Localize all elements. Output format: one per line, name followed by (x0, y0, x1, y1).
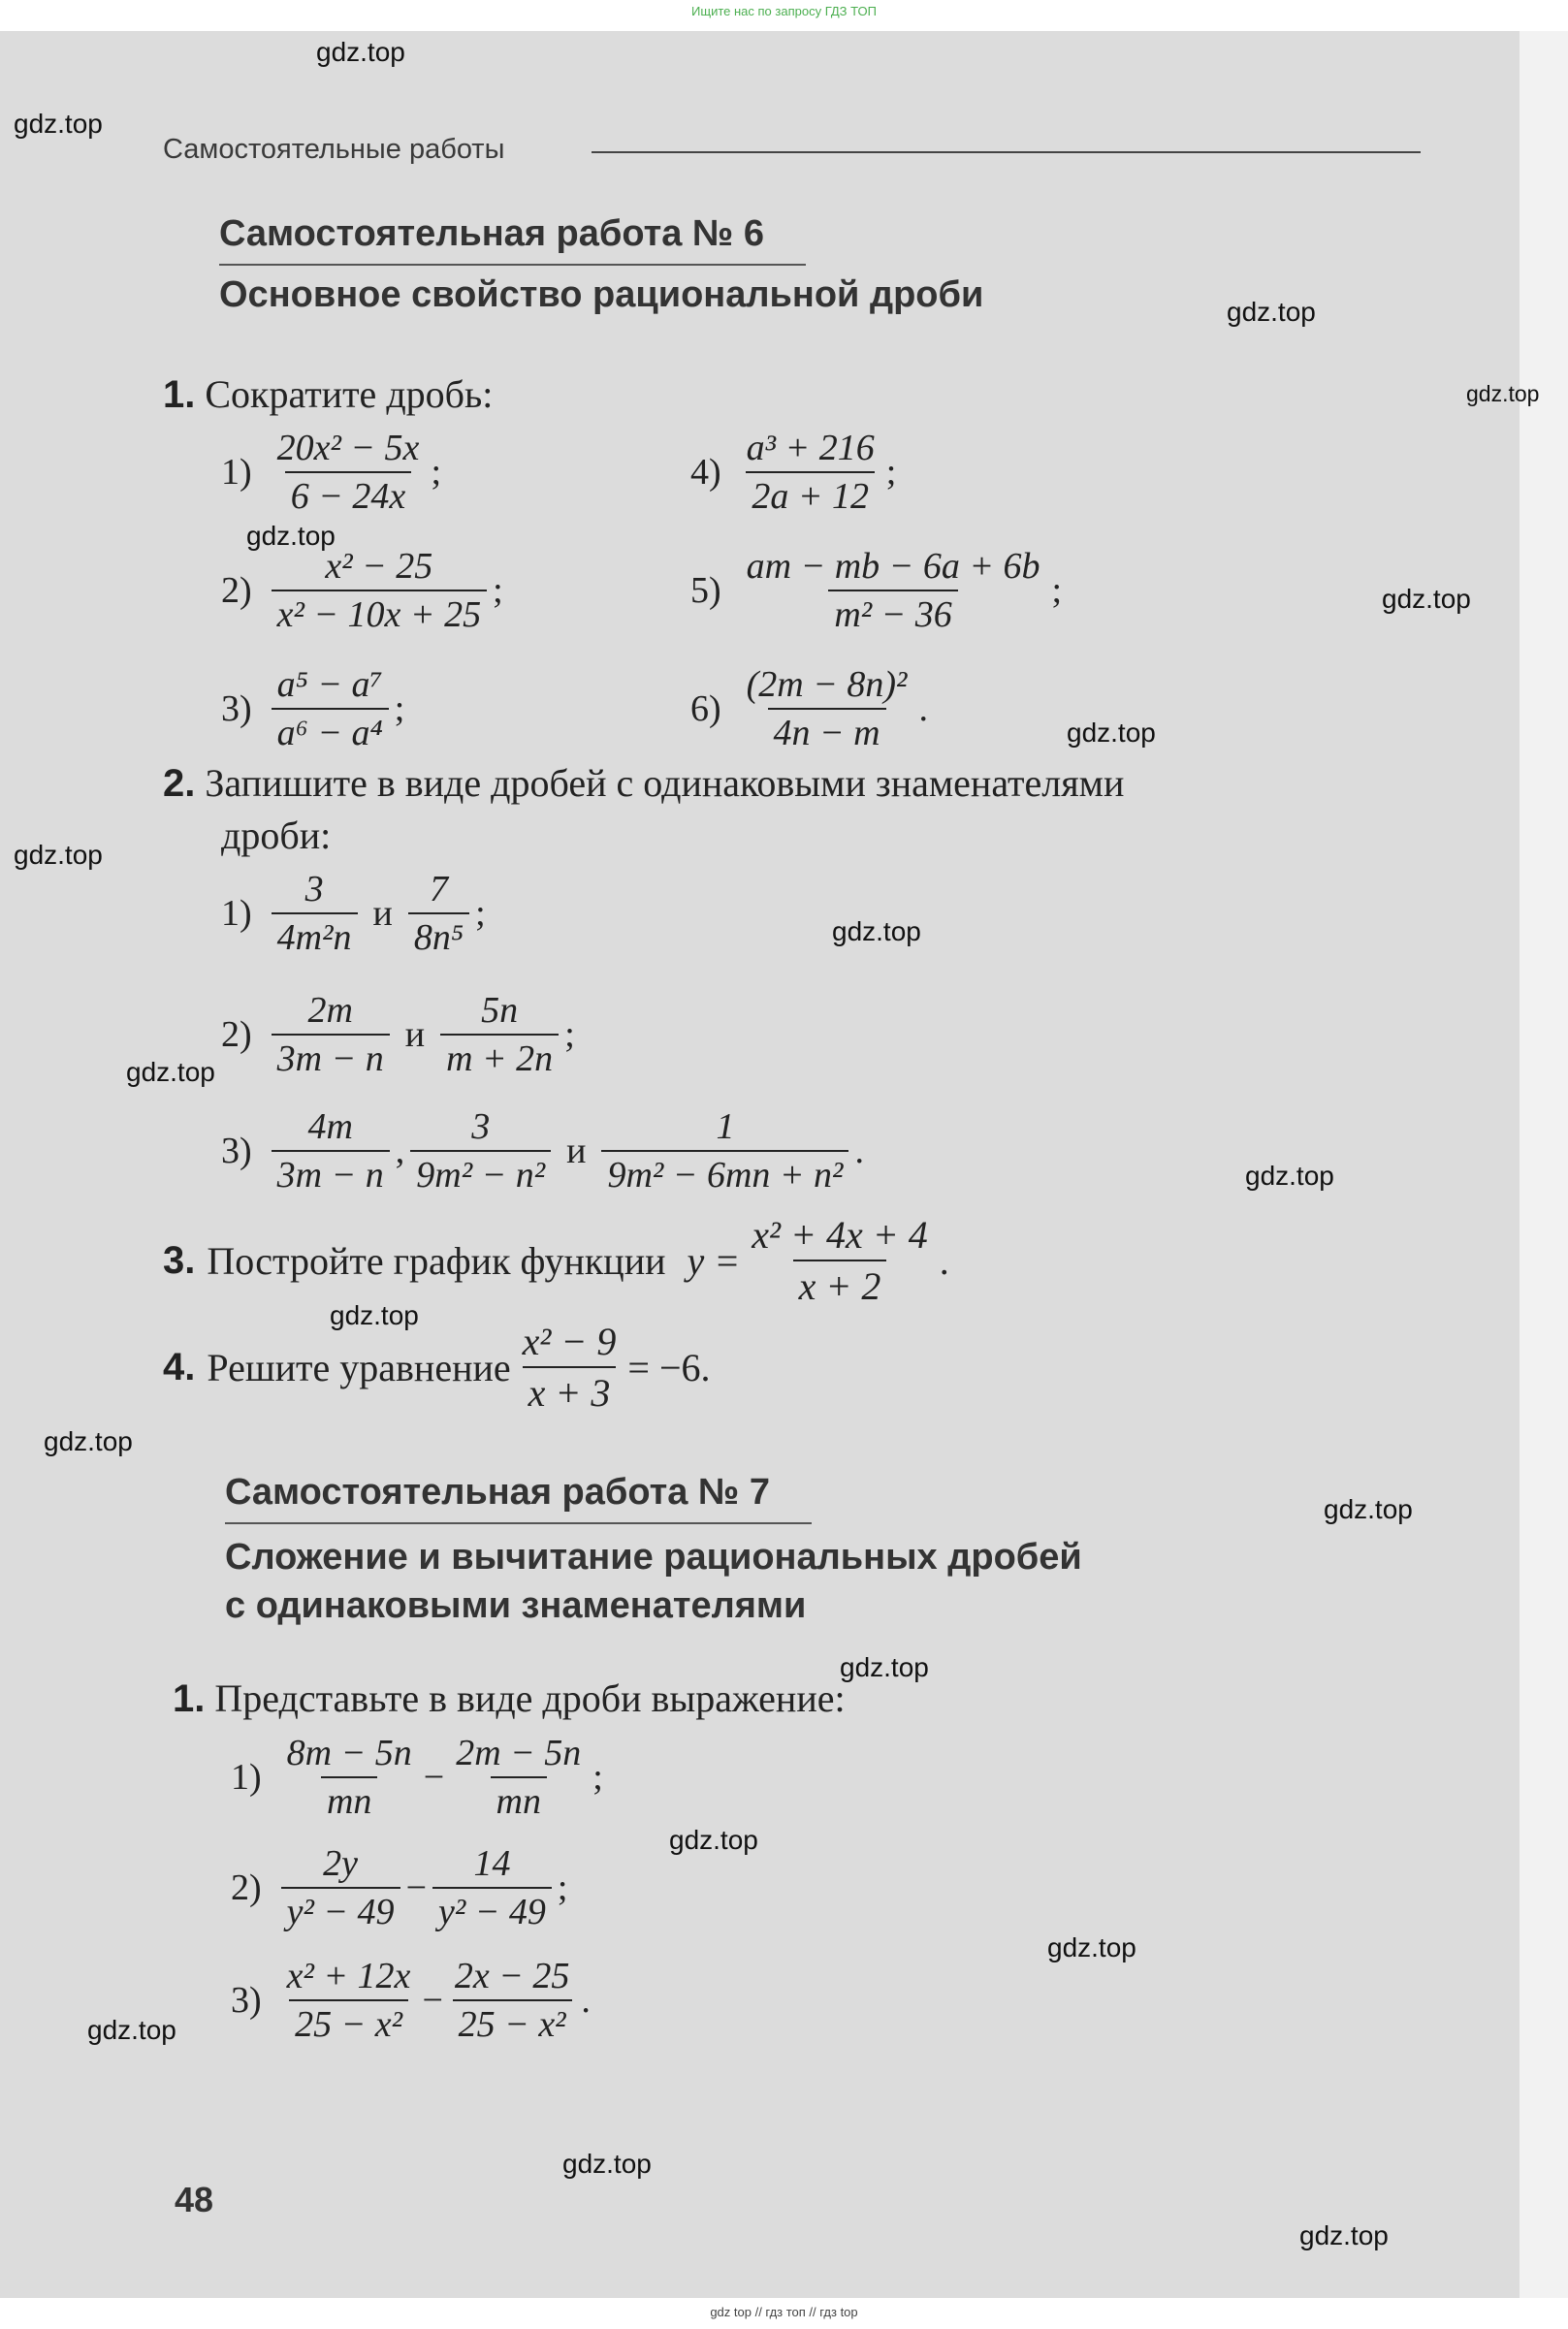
denominator: x² − 10x + 25 (272, 590, 487, 636)
watermark: gdz.top (330, 1300, 419, 1330)
punctuation: ; (592, 1757, 603, 1798)
task6-4 (163, 1319, 711, 1416)
task-number: 1. (173, 1677, 206, 1720)
watermark: gdz.top (1227, 297, 1316, 327)
fraction (281, 1955, 417, 2046)
denominator: mn (321, 1776, 377, 1823)
task6-1-item-6 (690, 663, 928, 754)
equation-rhs: = −6. (627, 1345, 711, 1389)
item-label: 2) (231, 1867, 262, 1908)
numerator: x² + 4x + 4 (752, 1213, 928, 1257)
item-label: 4) (690, 452, 721, 493)
numerator: 5n (481, 990, 519, 1031)
task6-2 (163, 760, 1124, 806)
punctuation: . (854, 1131, 864, 1171)
denominator: 4n − m (768, 708, 886, 754)
punctuation: ; (564, 1014, 575, 1055)
operator: − (423, 1757, 445, 1798)
task7-1 (173, 1675, 846, 1721)
fraction (272, 663, 389, 754)
conjunction: и (372, 893, 393, 934)
task6-1 (163, 371, 493, 417)
operator: − (405, 1867, 427, 1908)
watermark: gdz.top (669, 1825, 758, 1855)
section7-topic-line2: с одинаковыми знаменателями (225, 1585, 807, 1626)
denominator: 3m − n (272, 1034, 390, 1080)
denominator: 9m² − 6mn + n² (601, 1150, 848, 1196)
punctuation: ; (475, 893, 486, 934)
watermark: gdz.top (840, 1652, 929, 1682)
fraction (272, 1105, 390, 1196)
numerator: 1 (716, 1106, 735, 1147)
fraction (408, 868, 469, 959)
denominator: 25 − x² (289, 1999, 408, 2046)
numerator: 14 (473, 1843, 511, 1884)
denominator: x + 3 (523, 1366, 617, 1416)
punctuation: ; (431, 452, 441, 493)
denominator: 9m² − n² (410, 1150, 551, 1196)
numerator: a³ + 216 (746, 428, 875, 468)
fraction (450, 1732, 587, 1823)
numerator: 3 (304, 869, 324, 909)
operator: − (422, 1980, 443, 2021)
numerator: 2y (323, 1843, 359, 1884)
item-label: 2) (221, 570, 252, 611)
fraction (272, 545, 487, 636)
punctuation: . (939, 1238, 949, 1283)
fraction (449, 1955, 576, 2046)
task-text: Постройте график функции (207, 1238, 666, 1283)
watermark: gdz.top (14, 840, 103, 870)
denominator: m + 2n (440, 1034, 559, 1080)
fraction (741, 427, 880, 518)
running-header: Самостоятельные работы (163, 134, 505, 165)
punctuation: ; (1051, 570, 1063, 611)
fraction (746, 1212, 933, 1309)
task6-1-item-2 (221, 545, 503, 636)
fraction (272, 989, 390, 1080)
denominator: mn (491, 1776, 547, 1823)
denominator: 2a + 12 (746, 471, 875, 518)
numerator: 2m (307, 990, 353, 1031)
item-label: 3) (221, 688, 252, 729)
task7-1-item-2 (231, 1842, 567, 1933)
task6-2-item-3: 3) $\frac{4m}{3m - n}$ , $\frac{3}{\text{9m² − n²}}$ и $\frac{1}{\text{9m² − 6mn + n²}}$ . (221, 1106, 864, 1196)
numerator: 2m − 5n (456, 1733, 582, 1773)
fraction (272, 427, 426, 518)
watermark: gdz.top (1245, 1161, 1334, 1191)
task6-2-item-2 (221, 989, 575, 1080)
denominator: 25 − x² (453, 1999, 572, 2046)
denominator: x + 2 (793, 1260, 887, 1309)
fraction (741, 545, 1046, 636)
task6-1-item-4 (690, 427, 896, 518)
item-label: 1) (231, 1757, 262, 1798)
section6-topic: Основное свойство рациональной дроби (219, 274, 984, 315)
fraction (440, 989, 559, 1080)
numerator: am − mb − 6a + 6b (746, 546, 1040, 587)
section6-title-underline (219, 264, 806, 266)
top-banner: Ищите нас по запросу ГДЗ ТОП (691, 4, 877, 18)
item-label: 6) (690, 688, 721, 729)
fraction (272, 868, 358, 959)
denominator: y² − 49 (281, 1887, 400, 1933)
task6-1-item-3 (221, 663, 404, 754)
numerator: 2x − 25 (454, 1956, 570, 1996)
task-text: Решите уравнение (207, 1345, 511, 1389)
item-label: 5) (690, 570, 721, 611)
numerator: 3 (471, 1106, 491, 1147)
watermark: gdz.top (1067, 718, 1156, 748)
denominator: m² − 36 (828, 590, 957, 636)
punctuation: ; (394, 688, 405, 729)
bottom-footer: gdz top // гдз топ // гдз top (710, 2305, 858, 2319)
header-rule (592, 151, 1421, 153)
numerator: x² + 12x (286, 1956, 411, 1996)
section6-title: Самостоятельная работа № 6 (219, 213, 764, 254)
section7-title-underline (225, 1522, 812, 1524)
punctuation: ; (885, 452, 897, 493)
task-number: 2. (163, 762, 196, 805)
watermark: gdz.top (1324, 1494, 1413, 1524)
fraction (281, 1732, 418, 1823)
numerator: x² − 9 (522, 1320, 617, 1363)
fraction (601, 1105, 848, 1196)
task7-1-item-1 (231, 1732, 603, 1823)
task6-3 (163, 1212, 949, 1309)
task7-1-item-3 (231, 1955, 591, 2046)
fraction (281, 1842, 400, 1933)
numerator: x² − 25 (325, 546, 433, 587)
task-text: Сократите дробь: (205, 372, 494, 416)
item-label: 3) (221, 1131, 252, 1171)
numerator: 7 (429, 869, 448, 909)
watermark: gdz.top (562, 2149, 652, 2179)
watermark: gdz.top (126, 1057, 215, 1087)
denominator: 4m²n (272, 912, 358, 959)
watermark: gdz.top (14, 109, 103, 139)
function-lhs: y = (687, 1238, 741, 1283)
numerator: 20x² − 5x (276, 428, 420, 468)
watermark: gdz.top (1466, 381, 1540, 406)
item-label: 3) (231, 1980, 262, 2021)
task6-1-item-5 (690, 545, 1062, 636)
denominator: 8n⁵ (408, 912, 469, 959)
fraction (432, 1842, 552, 1933)
watermark: gdz.top (832, 916, 921, 946)
watermark: gdz.top (87, 2015, 176, 2045)
punctuation: ; (557, 1867, 568, 1908)
watermark: gdz.top (316, 37, 405, 67)
numerator: 8m − 5n (286, 1733, 412, 1773)
task-text: Запишите в виде дробей с одинаковыми знаменателями (205, 761, 1125, 805)
task-number: 4. (163, 1345, 196, 1388)
task-text: Представьте в виде дроби выражение: (214, 1676, 846, 1720)
denominator: a⁶ − a⁴ (272, 708, 389, 754)
task6-2-continued: дроби: (221, 814, 332, 857)
watermark: gdz.top (44, 1426, 133, 1456)
punctuation: . (581, 1980, 591, 2021)
item-label: 1) (221, 452, 252, 493)
watermark: gdz.top (1382, 584, 1471, 614)
denominator: 6 − 24x (285, 471, 412, 518)
page-number: 48 (175, 2180, 214, 2219)
task-number: 3. (163, 1238, 196, 1282)
numerator: a⁵ − a⁷ (276, 664, 383, 705)
watermark: gdz.top (246, 521, 336, 551)
fraction (410, 1105, 551, 1196)
section7-title: Самостоятельная работа № 7 (225, 1472, 770, 1513)
watermark: gdz.top (1047, 1932, 1136, 1962)
item-label: 2) (221, 1014, 252, 1055)
fraction (517, 1319, 623, 1416)
numerator: (2m − 8n)² (746, 664, 908, 705)
punctuation: . (918, 688, 928, 729)
denominator: 3m − n (272, 1150, 390, 1196)
conjunction: и (566, 1131, 587, 1171)
numerator: 4m (307, 1106, 353, 1147)
task6-2-item-1 (221, 868, 486, 959)
watermark: gdz.top (1299, 2220, 1389, 2250)
conjunction: и (404, 1014, 426, 1055)
item-label: 1) (221, 893, 252, 934)
section7-topic-line1: Сложение и вычитание рациональных дробей (225, 1537, 1082, 1578)
task-number: 1. (163, 373, 196, 416)
page-edge (1520, 31, 1568, 2298)
punctuation: ; (493, 570, 503, 611)
task6-1-item-1 (221, 427, 441, 518)
fraction (741, 663, 913, 754)
denominator: y² − 49 (432, 1887, 552, 1933)
